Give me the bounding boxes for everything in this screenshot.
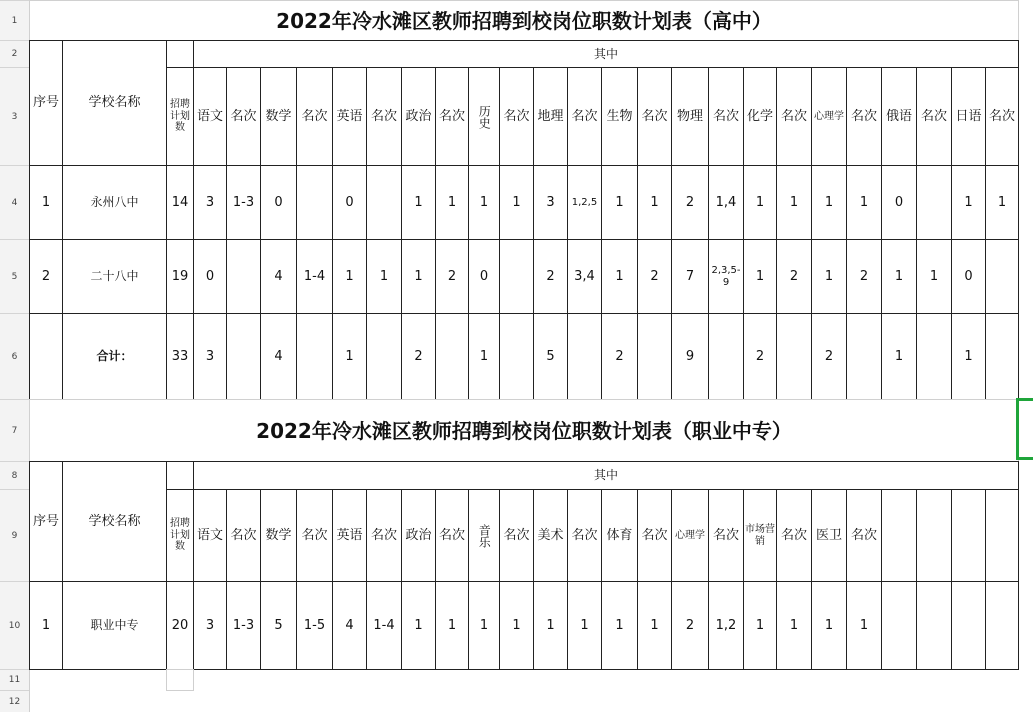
row-number[interactable]: 9	[0, 489, 29, 581]
header-cell[interactable]: 名次	[637, 489, 672, 582]
data-cell[interactable]	[985, 581, 1019, 670]
data-cell[interactable]: 0	[193, 239, 227, 314]
data-cell[interactable]: 1	[533, 581, 568, 670]
data-cell[interactable]	[366, 165, 402, 240]
data-cell[interactable]: 1	[743, 581, 777, 670]
header-cell[interactable]: 俄语	[881, 67, 917, 166]
header-cell[interactable]: 名次	[708, 489, 744, 582]
data-cell[interactable]: 2	[743, 313, 777, 400]
header-cell[interactable]: 心理学	[671, 489, 709, 582]
data-cell[interactable]: 1-4	[366, 581, 402, 670]
data-cell[interactable]: 2	[601, 313, 638, 400]
data-cell[interactable]: 1	[332, 313, 367, 400]
data-cell[interactable]: 0	[951, 239, 986, 314]
data-cell[interactable]: 1	[435, 165, 469, 240]
row-number[interactable]: 10	[0, 581, 29, 669]
data-cell[interactable]: 1	[601, 581, 638, 670]
row-number[interactable]: 5	[0, 239, 29, 313]
data-cell[interactable]: 1	[601, 165, 638, 240]
data-cell[interactable]: 1	[743, 239, 777, 314]
data-cell[interactable]: 二十八中	[62, 239, 167, 314]
data-cell[interactable]: 1	[637, 581, 672, 670]
header-school[interactable]: 学校名称	[62, 40, 167, 166]
data-cell[interactable]	[776, 313, 812, 400]
data-cell[interactable]: 1	[29, 165, 63, 240]
data-cell[interactable]: 1	[601, 239, 638, 314]
header-cell[interactable]: 物理	[671, 67, 709, 166]
data-cell[interactable]: 1	[846, 581, 882, 670]
data-cell[interactable]: 2	[435, 239, 469, 314]
data-cell[interactable]: 1-5	[296, 581, 333, 670]
data-cell[interactable]: 3	[193, 313, 227, 400]
group-header[interactable]: 其中	[193, 461, 1019, 490]
header-cell[interactable]: 名次	[708, 67, 744, 166]
data-cell[interactable]: 7	[671, 239, 709, 314]
selected-cell-indicator	[1016, 398, 1033, 460]
header-cell[interactable]: 市场营销	[743, 489, 777, 582]
data-cell[interactable]: 2	[846, 239, 882, 314]
row-number[interactable]: 11	[0, 669, 29, 690]
header-cell[interactable]: 名次	[435, 489, 469, 582]
data-cell[interactable]: 4	[260, 313, 297, 400]
header-cell[interactable]: 历史	[468, 67, 500, 166]
data-cell[interactable]: 3,4	[567, 239, 602, 314]
header-cell[interactable]: 招聘计划数	[166, 67, 194, 166]
data-cell[interactable]: 3	[193, 581, 227, 670]
header-cell[interactable]	[881, 489, 917, 582]
data-cell[interactable]: 3	[193, 165, 227, 240]
header-cell[interactable]: 名次	[499, 67, 534, 166]
data-cell[interactable]: 20	[166, 581, 194, 670]
table-title[interactable]: 2022年冷水滩区教师招聘到校岗位职数计划表（高中）	[29, 0, 1019, 41]
data-cell[interactable]: 2	[637, 239, 672, 314]
header-cell[interactable]: 心理学	[811, 67, 847, 166]
data-cell[interactable]: 永州八中	[62, 165, 167, 240]
data-cell[interactable]: 1	[401, 239, 436, 314]
header-cell[interactable]: 政治	[401, 67, 436, 166]
data-cell[interactable]: 1-3	[226, 165, 261, 240]
data-cell[interactable]: 2	[533, 239, 568, 314]
data-cell[interactable]: 1	[951, 165, 986, 240]
data-cell[interactable]: 1	[29, 581, 63, 670]
data-cell[interactable]	[916, 581, 952, 670]
header-cell[interactable]: 英语	[332, 67, 367, 166]
group-header[interactable]: 其中	[193, 40, 1019, 68]
header-cell[interactable]: 数学	[260, 489, 297, 582]
header-cell[interactable]: 美术	[533, 489, 568, 582]
data-cell[interactable]: 1	[567, 581, 602, 670]
header-cell[interactable]: 化学	[743, 67, 777, 166]
header-blank[interactable]	[166, 40, 194, 68]
data-cell[interactable]: 1	[811, 165, 847, 240]
data-cell[interactable]: 合计：	[62, 313, 167, 400]
header-cell[interactable]: 名次	[776, 489, 812, 582]
data-cell[interactable]: 1	[881, 313, 917, 400]
data-cell[interactable]: 0	[260, 165, 297, 240]
header-cell[interactable]: 地理	[533, 67, 568, 166]
data-cell[interactable]: 1	[435, 581, 469, 670]
header-cell[interactable]: 生物	[601, 67, 638, 166]
data-cell[interactable]: 1	[811, 581, 847, 670]
data-cell[interactable]: 职业中专	[62, 581, 167, 670]
header-school[interactable]: 学校名称	[62, 461, 167, 582]
data-cell[interactable]: 1	[846, 165, 882, 240]
data-cell[interactable]	[226, 239, 261, 314]
data-cell[interactable]: 1-4	[296, 239, 333, 314]
data-cell[interactable]	[951, 581, 986, 670]
data-cell[interactable]: 33	[166, 313, 194, 400]
data-cell[interactable]: 3	[533, 165, 568, 240]
data-cell[interactable]	[637, 313, 672, 400]
data-cell[interactable]	[881, 581, 917, 670]
header-cell[interactable]: 名次	[846, 67, 882, 166]
header-cell[interactable]: 数学	[260, 67, 297, 166]
data-cell[interactable]: 1	[811, 239, 847, 314]
data-cell[interactable]	[916, 313, 952, 400]
data-cell[interactable]	[29, 313, 63, 400]
data-cell[interactable]: 2	[671, 165, 709, 240]
header-cell[interactable]: 名次	[296, 489, 333, 582]
data-cell[interactable]: 1	[468, 581, 500, 670]
header-cell[interactable]: 英语	[332, 489, 367, 582]
header-cell[interactable]: 招聘计划数	[166, 489, 194, 582]
data-cell[interactable]: 5	[260, 581, 297, 670]
header-cell[interactable]: 体育	[601, 489, 638, 582]
data-cell[interactable]: 1	[499, 165, 534, 240]
empty-cell[interactable]	[166, 669, 194, 691]
data-cell[interactable]	[499, 313, 534, 400]
data-cell[interactable]: 4	[260, 239, 297, 314]
data-cell[interactable]: 4	[332, 581, 367, 670]
header-cell[interactable]: 名次	[226, 489, 261, 582]
data-cell[interactable]: 2,3,5-9	[708, 239, 744, 314]
data-cell[interactable]: 1	[468, 165, 500, 240]
header-seq[interactable]: 序号	[29, 461, 63, 582]
data-cell[interactable]	[226, 313, 261, 400]
data-cell[interactable]	[366, 313, 402, 400]
data-cell[interactable]: 5	[533, 313, 568, 400]
data-cell[interactable]	[846, 313, 882, 400]
header-cell[interactable]: 名次	[226, 67, 261, 166]
data-cell[interactable]: 1,2,5	[567, 165, 602, 240]
header-cell[interactable]: 名次	[366, 67, 402, 166]
data-cell[interactable]: 1,4	[708, 165, 744, 240]
header-cell[interactable]: 音乐	[468, 489, 500, 582]
data-cell[interactable]: 1	[985, 165, 1019, 240]
header-cell[interactable]: 名次	[567, 67, 602, 166]
data-cell[interactable]	[985, 239, 1019, 314]
header-cell[interactable]: 日语	[951, 67, 986, 166]
header-cell[interactable]: 名次	[499, 489, 534, 582]
row-number[interactable]: 6	[0, 313, 29, 399]
header-cell[interactable]: 语文	[193, 67, 227, 166]
data-cell[interactable]: 1	[366, 239, 402, 314]
row-number[interactable]: 1	[0, 0, 29, 40]
header-cell[interactable]: 名次	[985, 67, 1019, 166]
data-cell[interactable]: 1-3	[226, 581, 261, 670]
data-cell[interactable]	[985, 313, 1019, 400]
table-title[interactable]: 2022年冷水滩区教师招聘到校岗位职数计划表（职业中专）	[29, 399, 1019, 462]
data-cell[interactable]	[296, 313, 333, 400]
header-blank[interactable]	[166, 461, 194, 490]
header-cell[interactable]	[951, 489, 986, 582]
data-cell[interactable]: 1	[637, 165, 672, 240]
header-cell[interactable]: 语文	[193, 489, 227, 582]
data-cell[interactable]: 1	[499, 581, 534, 670]
header-cell[interactable]: 医卫	[811, 489, 847, 582]
row-number[interactable]: 4	[0, 165, 29, 239]
header-seq[interactable]: 序号	[29, 40, 63, 166]
header-cell[interactable]: 名次	[296, 67, 333, 166]
data-cell[interactable]: 1,2	[708, 581, 744, 670]
data-cell[interactable]: 9	[671, 313, 709, 400]
data-cell[interactable]: 2	[811, 313, 847, 400]
row-number[interactable]: 8	[0, 461, 29, 489]
data-cell[interactable]: 2	[776, 239, 812, 314]
data-cell[interactable]	[567, 313, 602, 400]
header-cell[interactable]: 名次	[776, 67, 812, 166]
data-cell[interactable]: 0	[332, 165, 367, 240]
data-cell[interactable]: 2	[29, 239, 63, 314]
header-cell[interactable]	[916, 489, 952, 582]
data-cell[interactable]	[916, 165, 952, 240]
header-cell[interactable]: 名次	[567, 489, 602, 582]
data-cell[interactable]: 1	[743, 165, 777, 240]
data-cell[interactable]: 1	[916, 239, 952, 314]
data-cell[interactable]: 0	[881, 165, 917, 240]
header-cell[interactable]	[985, 489, 1019, 582]
data-cell[interactable]: 1	[401, 165, 436, 240]
data-cell[interactable]: 1	[468, 313, 500, 400]
data-cell[interactable]	[435, 313, 469, 400]
data-cell[interactable]: 1	[881, 239, 917, 314]
row-number[interactable]: 2	[0, 40, 29, 67]
data-cell[interactable]: 1	[401, 581, 436, 670]
data-cell[interactable]	[296, 165, 333, 240]
data-cell[interactable]	[708, 313, 744, 400]
data-cell[interactable]: 0	[468, 239, 500, 314]
data-cell[interactable]: 1	[332, 239, 367, 314]
header-cell[interactable]: 名次	[846, 489, 882, 582]
data-cell[interactable]: 1	[776, 581, 812, 670]
header-cell[interactable]: 名次	[435, 67, 469, 166]
data-cell[interactable]: 2	[671, 581, 709, 670]
row-number[interactable]: 3	[0, 67, 29, 165]
row-number[interactable]: 7	[0, 399, 29, 461]
data-cell[interactable]: 1	[776, 165, 812, 240]
header-cell[interactable]: 政治	[401, 489, 436, 582]
header-cell[interactable]: 名次	[637, 67, 672, 166]
data-cell[interactable]: 2	[401, 313, 436, 400]
header-cell[interactable]: 名次	[916, 67, 952, 166]
data-cell[interactable]: 14	[166, 165, 194, 240]
row-number[interactable]: 12	[0, 690, 29, 712]
header-cell[interactable]: 名次	[366, 489, 402, 582]
data-cell[interactable]: 1	[951, 313, 986, 400]
data-cell[interactable]: 19	[166, 239, 194, 314]
data-cell[interactable]	[499, 239, 534, 314]
